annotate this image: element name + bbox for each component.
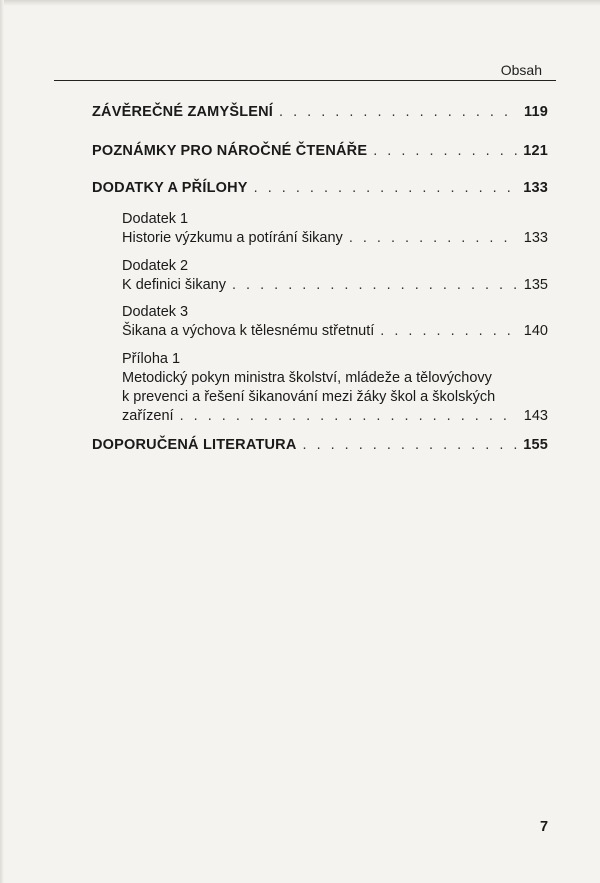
toc-entry-dodatky-a-prilohy[interactable]	[92, 180, 548, 196]
toc-entry-page: 155	[523, 437, 548, 453]
toc-entry-zaverecne-zamysleni[interactable]	[92, 104, 548, 120]
toc-subentry-priloha-1[interactable]	[122, 350, 548, 426]
toc-entry-page: 121	[523, 143, 548, 159]
toc-entry-title: DODATKY A PŘÍLOHY	[92, 180, 248, 196]
leader-dots	[254, 180, 518, 196]
toc-entry-title: POZNÁMKY PRO NÁROČNÉ ČTENÁŘE	[92, 143, 368, 159]
toc-subentry-dodatek-1[interactable]	[122, 210, 548, 248]
toc-subentry-title-line: Metodický pokyn ministra školství, mládeže a tělovýchovy	[122, 370, 492, 386]
page-edge	[0, 0, 600, 6]
toc-subentry-page: 133	[523, 230, 548, 246]
toc-entry-page: 119	[524, 104, 548, 120]
toc-subentry-label: Dodatek 3	[122, 304, 189, 320]
toc-subentry-label: Příloha 1	[122, 351, 181, 367]
toc-entry-title: DOPORUČENÁ LITERATURA	[92, 437, 297, 453]
toc-entry-poznamky[interactable]	[92, 143, 548, 159]
page-number: 7	[540, 819, 549, 835]
toc-subentry-page: 140	[523, 323, 548, 339]
toc-subentry-dodatek-2[interactable]	[122, 257, 548, 295]
toc-subentry-page: 135	[523, 277, 548, 293]
toc-subentry-label: Dodatek 1	[122, 211, 189, 227]
leader-dots	[232, 276, 518, 295]
leader-dots	[303, 437, 518, 453]
toc-subentry-dodatek-3[interactable]	[122, 303, 548, 341]
header-rule	[54, 80, 556, 81]
toc-subentry-page: 143	[523, 408, 548, 424]
leader-dots	[279, 104, 518, 120]
leader-dots	[373, 143, 517, 159]
toc-subentry-title: K definici šikany	[122, 277, 226, 293]
toc-entry-doporucena-literatura[interactable]	[92, 437, 548, 453]
toc-subentry-title-line: k prevenci a řešení šikanování mezi žáky škol a školských	[122, 389, 496, 405]
toc-entry-title: ZÁVĚREČNÉ ZAMYŠLENÍ	[92, 104, 274, 120]
leader-dots	[380, 322, 518, 341]
toc-entry-page: 133	[523, 180, 548, 196]
toc-subentry-title: Šikana a výchova k tělesnému střetnutí	[122, 323, 375, 339]
leader-dots	[349, 229, 518, 248]
toc-subentry-label: Dodatek 2	[122, 258, 189, 274]
leader-dots	[180, 407, 518, 426]
running-head: Obsah	[500, 62, 542, 78]
page-edge-left	[0, 0, 4, 883]
toc-subentry-title-line: zařízení	[122, 408, 174, 424]
toc-subentry-title: Historie výzkumu a potírání šikany	[122, 230, 343, 246]
